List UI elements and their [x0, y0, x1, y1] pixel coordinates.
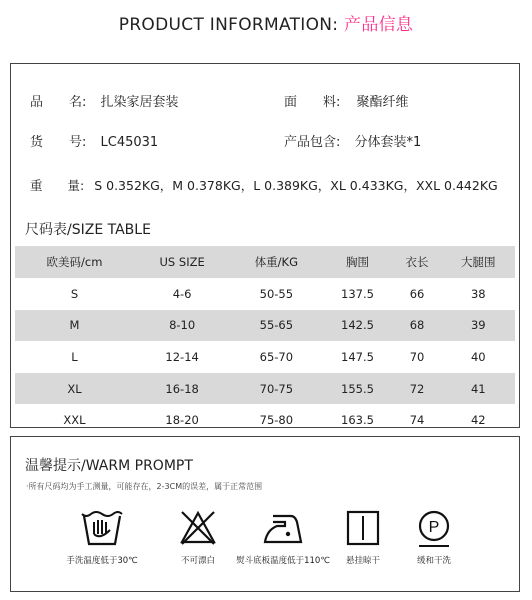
care-dry-clean	[384, 508, 484, 566]
table-cell: 75-80	[259, 413, 294, 428]
table-cell: 16-18	[165, 381, 199, 396]
measurement-note: ·所有尺码均为手工测量，可能存在，2-3CM的误差，属于正常范围	[26, 482, 263, 491]
size-table-header-row	[15, 246, 515, 278]
table-cell: 137.5	[341, 286, 374, 301]
table-cell: 68	[409, 318, 425, 333]
iron-label: 熨斗底板温度低于110℃	[236, 556, 330, 566]
hang-dry-icon	[345, 508, 381, 548]
header-weight: 体重/KG	[254, 255, 299, 269]
table-cell: 72	[409, 381, 425, 396]
table-cell: XXL	[63, 413, 86, 428]
weight-value: S 0.352KG，M 0.378KG，L 0.389KG，XL 0.433KG，XXL 0.442KG	[94, 178, 498, 193]
no-bleach-icon	[178, 508, 218, 548]
table-cell: 18-20	[165, 413, 199, 428]
name-value: 扎染家居套装	[100, 95, 179, 110]
header-eu-size: 欧美码/cm	[46, 255, 103, 269]
table-cell: 74	[409, 413, 425, 428]
code-row	[30, 131, 158, 150]
table-row	[15, 373, 515, 405]
code-value: LC45031	[100, 135, 159, 150]
table-cell: S	[70, 286, 79, 301]
table-cell: 163.5	[341, 413, 374, 428]
table-row	[15, 404, 515, 436]
hand-wash-icon	[80, 508, 124, 548]
table-cell: 70	[409, 349, 425, 364]
hang-dry-label: 悬挂晾干	[345, 556, 380, 566]
table-cell: 70-75	[259, 381, 294, 396]
table-cell: 41	[470, 381, 486, 396]
table-cell: 50-55	[259, 286, 294, 301]
dry-clean-icon	[414, 508, 454, 552]
dry-clean-label: 缓和干洗	[416, 556, 451, 566]
header-thigh: 大腿围	[461, 255, 496, 269]
table-cell: 55-65	[259, 318, 294, 333]
table-cell: 40	[470, 349, 486, 364]
table-cell: 155.5	[341, 381, 374, 396]
size-table-title: 尺码表/SIZE TABLE	[25, 222, 151, 238]
title-chinese: 产品信息	[344, 15, 414, 35]
table-cell: 147.5	[341, 349, 374, 364]
weight-row	[30, 176, 498, 194]
table-cell: L	[71, 349, 78, 364]
table-cell: 42	[470, 413, 486, 428]
table-cell: 66	[409, 286, 425, 301]
name-label: 品 名:	[30, 95, 87, 110]
header-us-size: US SIZE	[159, 255, 205, 269]
table-cell: 39	[470, 318, 486, 333]
care-hand-wash	[52, 508, 152, 566]
no-bleach-label: 不可漂白	[180, 556, 215, 566]
table-cell: 4-6	[172, 286, 192, 301]
title-english: PRODUCT INFORMATION:	[118, 15, 345, 35]
name-row	[30, 91, 179, 110]
table-row	[15, 341, 515, 373]
code-label: 货 号:	[30, 135, 87, 150]
table-cell: 38	[470, 286, 486, 301]
warm-prompt-title: 温馨提示/WARM PROMPT	[25, 458, 193, 474]
page-title	[0, 10, 532, 35]
package-row	[284, 131, 421, 150]
header-length: 衣长	[405, 255, 429, 269]
table-row	[15, 310, 515, 342]
package-value: 分体套装*1	[354, 135, 422, 150]
table-cell: 8-10	[169, 318, 196, 333]
iron-icon	[261, 508, 305, 548]
table-cell: 12-14	[165, 349, 199, 364]
header-bust: 胸围	[346, 255, 370, 269]
size-table	[15, 246, 515, 436]
hand-wash-label: 手洗温度低于30℃	[66, 556, 138, 566]
fabric-row	[284, 91, 409, 110]
table-row	[15, 278, 515, 310]
table-cell: 65-70	[259, 349, 294, 364]
table-cell: XL	[67, 381, 82, 396]
svg-text:P: P	[428, 519, 440, 536]
fabric-label: 面 料:	[284, 95, 341, 110]
table-cell: 142.5	[341, 318, 374, 333]
fabric-value: 聚酯纤维	[356, 95, 409, 110]
package-label: 产品包含:	[284, 135, 341, 150]
weight-label: 重 量:	[30, 178, 85, 193]
table-cell: M	[69, 318, 80, 333]
